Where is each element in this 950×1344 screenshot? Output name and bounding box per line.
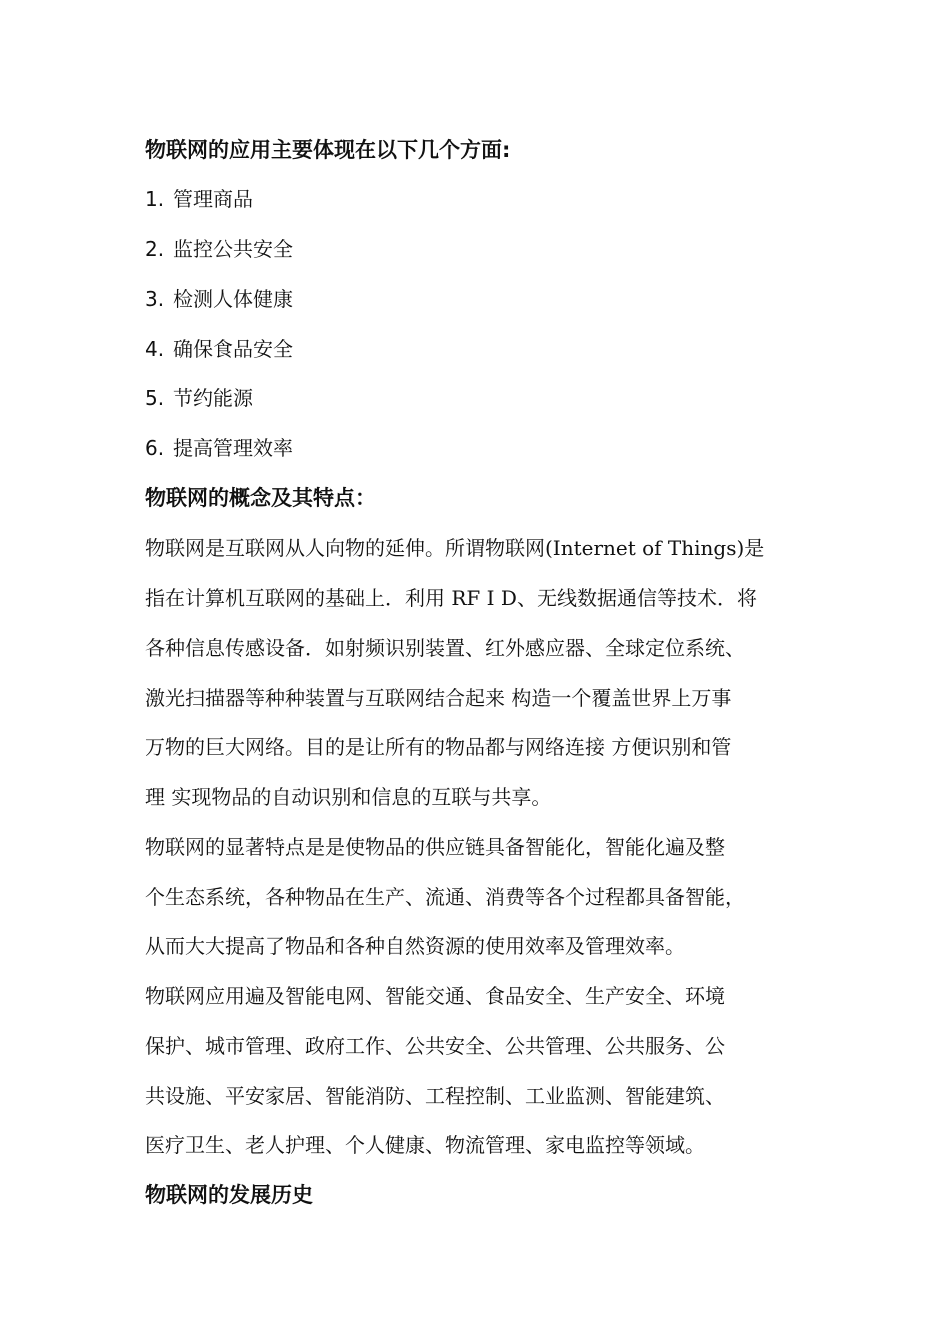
list-text: 提高管理效率	[173, 436, 293, 460]
paragraph-line: 保护、城市管理、政府工作、公共安全、公共管理、公共服务、公	[145, 1034, 725, 1058]
list-item	[145, 334, 293, 364]
list-item	[145, 433, 293, 463]
list-text: 节约能源	[173, 386, 253, 410]
list-number: 3.	[145, 287, 165, 311]
paragraph-line: 共设施、平安家居、智能消防、工程控制、工业监测、智能建筑、	[145, 1084, 725, 1108]
paragraph-line: 激光扫描器等种种装置与互联网结合起来 构造一个覆盖世界上万事	[145, 686, 732, 710]
heading-history: 物联网的发展历史	[145, 1183, 313, 1207]
list-number: 4.	[145, 337, 165, 361]
list-number: 1.	[145, 187, 165, 211]
list-text: 检测人体健康	[173, 287, 293, 311]
list-item	[145, 284, 293, 314]
paragraph-line: 从而大大提高了物品和各种自然资源的使用效率及管理效率。	[145, 934, 685, 958]
paragraph-line: 物联网是互联网从人向物的延伸。所谓物联网(Internet of Things)是	[145, 536, 765, 560]
heading-applications: 物联网的应用主要体现在以下几个方面:	[145, 138, 511, 162]
paragraph-line: 物联网的显著特点是是使物品的供应链具备智能化，智能化遍及整	[145, 835, 725, 859]
paragraph-line: 医疗卫生、老人护理、个人健康、物流管理、家电监控等领域。	[145, 1133, 705, 1157]
list-number: 2.	[145, 237, 165, 261]
paragraph-line: 理 实现物品的自动识别和信息的互联与共享。	[145, 785, 552, 809]
list-number: 5.	[145, 386, 165, 410]
list-number: 6.	[145, 436, 165, 460]
list-text: 管理商品	[173, 187, 253, 211]
list-text: 确保食品安全	[173, 337, 293, 361]
heading-concept: 物联网的概念及其特点：	[145, 486, 376, 510]
list-text: 监控公共安全	[173, 237, 293, 261]
list-item	[145, 234, 293, 264]
paragraph-line: 指在计算机互联网的基础上．利用 RF I D、无线数据通信等技术．将	[145, 586, 757, 610]
paragraph-line: 各种信息传感设备．如射频识别装置、红外感应器、全球定位系统、	[145, 636, 745, 660]
paragraph-line: 个生态系统，各种物品在生产、流通、消费等各个过程都具备智能，	[145, 885, 745, 909]
paragraph-line: 物联网应用遍及智能电网、智能交通、食品安全、生产安全、环境	[145, 984, 725, 1008]
list-item	[145, 184, 253, 214]
paragraph-line: 万物的巨大网络。目的是让所有的物品都与网络连接 方便识别和管	[145, 735, 732, 759]
list-item	[145, 383, 253, 413]
